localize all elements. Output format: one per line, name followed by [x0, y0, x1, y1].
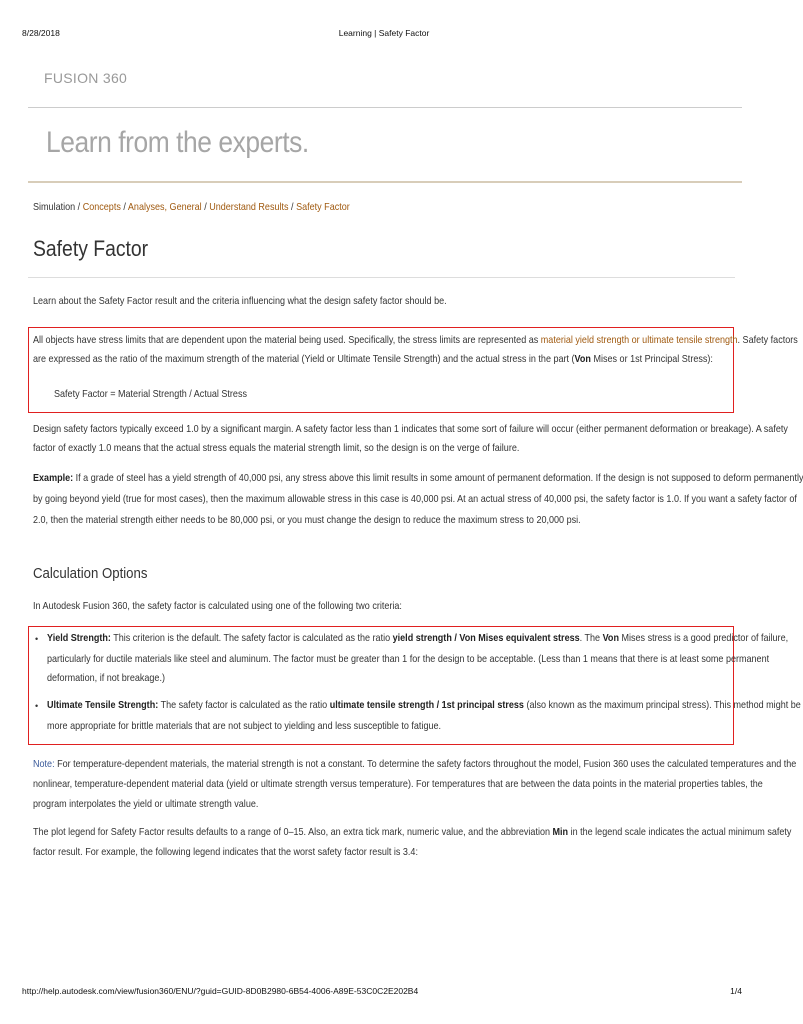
breadcrumb-concepts[interactable]: Concepts	[82, 201, 121, 213]
example-line-2: by going beyond yield (true for most cases), then the maximum allowable stress in this case is 40,000 psi. At an actual stress of 40,000 psi, the safety factor is 1.0. If you want a safety factor of	[33, 493, 797, 505]
yield-line-3: deformation, if not breakage.)	[47, 672, 165, 684]
calculation-options-heading: Calculation Options	[33, 565, 148, 582]
stress-limits-text: All objects have stress limits that are dependent upon the material being used. Specifically, the stress limits are represented as	[33, 334, 541, 346]
yield-line-2: particularly for ductile materials like steel and aluminum. The factor must be greater than 1 for the design to be acceptable. (Less than 1 means that there is at least some permanent	[47, 653, 770, 665]
von-bold: Von	[602, 632, 619, 644]
stress-limits-line-2	[33, 353, 713, 365]
breadcrumb-root[interactable]: Simulation	[33, 201, 76, 213]
note-line-2: nonlinear, temperature-dependent material data (yield or ultimate strength versus temperature). For temperatures that are between the data points in the material properties tables, the	[33, 778, 763, 790]
example-text: If a grade of steel has a yield strength of 40,000 psi, any stress above this limit results in some amount of permanent deformation. If the design is not supposed to deform permanently	[73, 472, 803, 484]
yield-text: Mises stress is a good predictor of failure,	[618, 632, 789, 644]
note-label: Note:	[33, 758, 55, 770]
note-text: For temperature-dependent materials, the material strength is not a constant. To determine the safety factors throughout the model, Fusion 360 uses the calculated temperatures and the	[54, 758, 797, 770]
page-number: 1/4	[730, 986, 742, 996]
note-line-3: program interpolates the yield or ultimate strength value.	[33, 798, 259, 810]
uts-ratio-bold: ultimate tensile strength / 1st principal stress	[329, 699, 524, 711]
page-title: Safety Factor	[33, 236, 149, 261]
design-line-2: factor of exactly 1.0 means that the actual stress equals the material strength limit, so the design is on the verge of failure.	[33, 442, 520, 454]
example-line-1	[33, 472, 803, 484]
min-bold: Min	[552, 826, 569, 838]
hero-heading: Learn from the experts.	[46, 126, 309, 159]
breadcrumb-safety-factor[interactable]: Safety Factor	[296, 201, 350, 213]
material-strength-link[interactable]: material yield strength or ultimate tensile strength	[540, 334, 738, 346]
example-label: Example:	[33, 472, 74, 484]
stress-limits-text: . Safety factors	[737, 334, 798, 346]
design-line-1: Design safety factors typically exceed 1.0 by a significant margin. A safety factor less than 1 indicates that some sort of failure will occur (either permanent deformation or breakage). A safety	[33, 423, 788, 435]
hero-divider	[28, 181, 742, 183]
yield-strength-label: Yield Strength:	[47, 632, 111, 644]
uts-text: (also known as the maximum principal stress). This method might be	[523, 699, 801, 711]
note-line-1	[33, 758, 796, 770]
example-line-3: 2.0, then the material strength either needs to be 80,000 psi, or you must change the design to reduce the maximum stress to 20,000 psi.	[33, 514, 581, 526]
bullet-yield: •	[35, 634, 39, 644]
print-date: 8/28/2018	[22, 28, 60, 38]
breadcrumb-analyses-general[interactable]: Analyses, General	[127, 201, 202, 213]
stress-limits-text: are expressed as the ratio of the maximum strength of the material (Yield or Ultimate Tensile Strength) and the actual stress in the part (	[33, 353, 575, 365]
breadcrumb-separator: /	[120, 201, 128, 213]
uts-line-2: more appropriate for brittle materials that are not subject to yielding and less susceptible to fatigue.	[47, 720, 442, 732]
legend-line-2: factor result. For example, the following legend indicates that the worst safety factor result is 3.4:	[33, 846, 418, 858]
uts-text: The safety factor is calculated as the ratio	[158, 699, 330, 711]
bullet-uts: •	[35, 701, 39, 711]
brand-logo-text[interactable]: FUSION 360	[44, 70, 128, 86]
breadcrumb	[33, 198, 737, 216]
stress-limits-line-1	[33, 334, 798, 346]
breadcrumb-separator: /	[201, 201, 210, 213]
page-url[interactable]: http://help.autodesk.com/view/fusion360/ENU/?guid=GUID-8D0B2980-6B54-4006-A89E-53C0C2E202B4	[22, 986, 419, 996]
title-divider	[28, 277, 735, 278]
formula-text: Safety Factor = Material Strength / Actual Stress	[54, 388, 247, 400]
legend-text: The plot legend for Safety Factor results defaults to a range of 0–15. Also, an extra tick mark, numeric value, and the abbreviation	[33, 826, 553, 838]
breadcrumb-understand-results[interactable]: Understand Results	[209, 201, 289, 213]
breadcrumb-separator: /	[288, 201, 297, 213]
intro-text: Learn about the Safety Factor result and the criteria influencing what the design safety factor should be.	[33, 295, 447, 307]
yield-ratio-bold: yield strength / Von Mises equivalent stress	[392, 632, 580, 644]
yield-text: . The	[579, 632, 603, 644]
legend-text: in the legend scale indicates the actual minimum safety	[568, 826, 792, 838]
yield-line-1	[47, 632, 788, 644]
von-bold: Von	[574, 353, 591, 365]
legend-line-1	[33, 826, 791, 838]
stress-limits-text: Mises or 1st Principal Stress):	[590, 353, 713, 365]
header-divider	[28, 107, 742, 108]
uts-label: Ultimate Tensile Strength:	[47, 699, 159, 711]
calc-intro-text: In Autodesk Fusion 360, the safety factor is calculated using one of the following two criteria:	[33, 600, 402, 612]
print-title: Learning | Safety Factor	[338, 28, 430, 38]
breadcrumb-separator: /	[75, 201, 83, 213]
yield-text: This criterion is the default. The safety factor is calculated as the ratio	[110, 632, 393, 644]
uts-line-1	[47, 699, 801, 711]
